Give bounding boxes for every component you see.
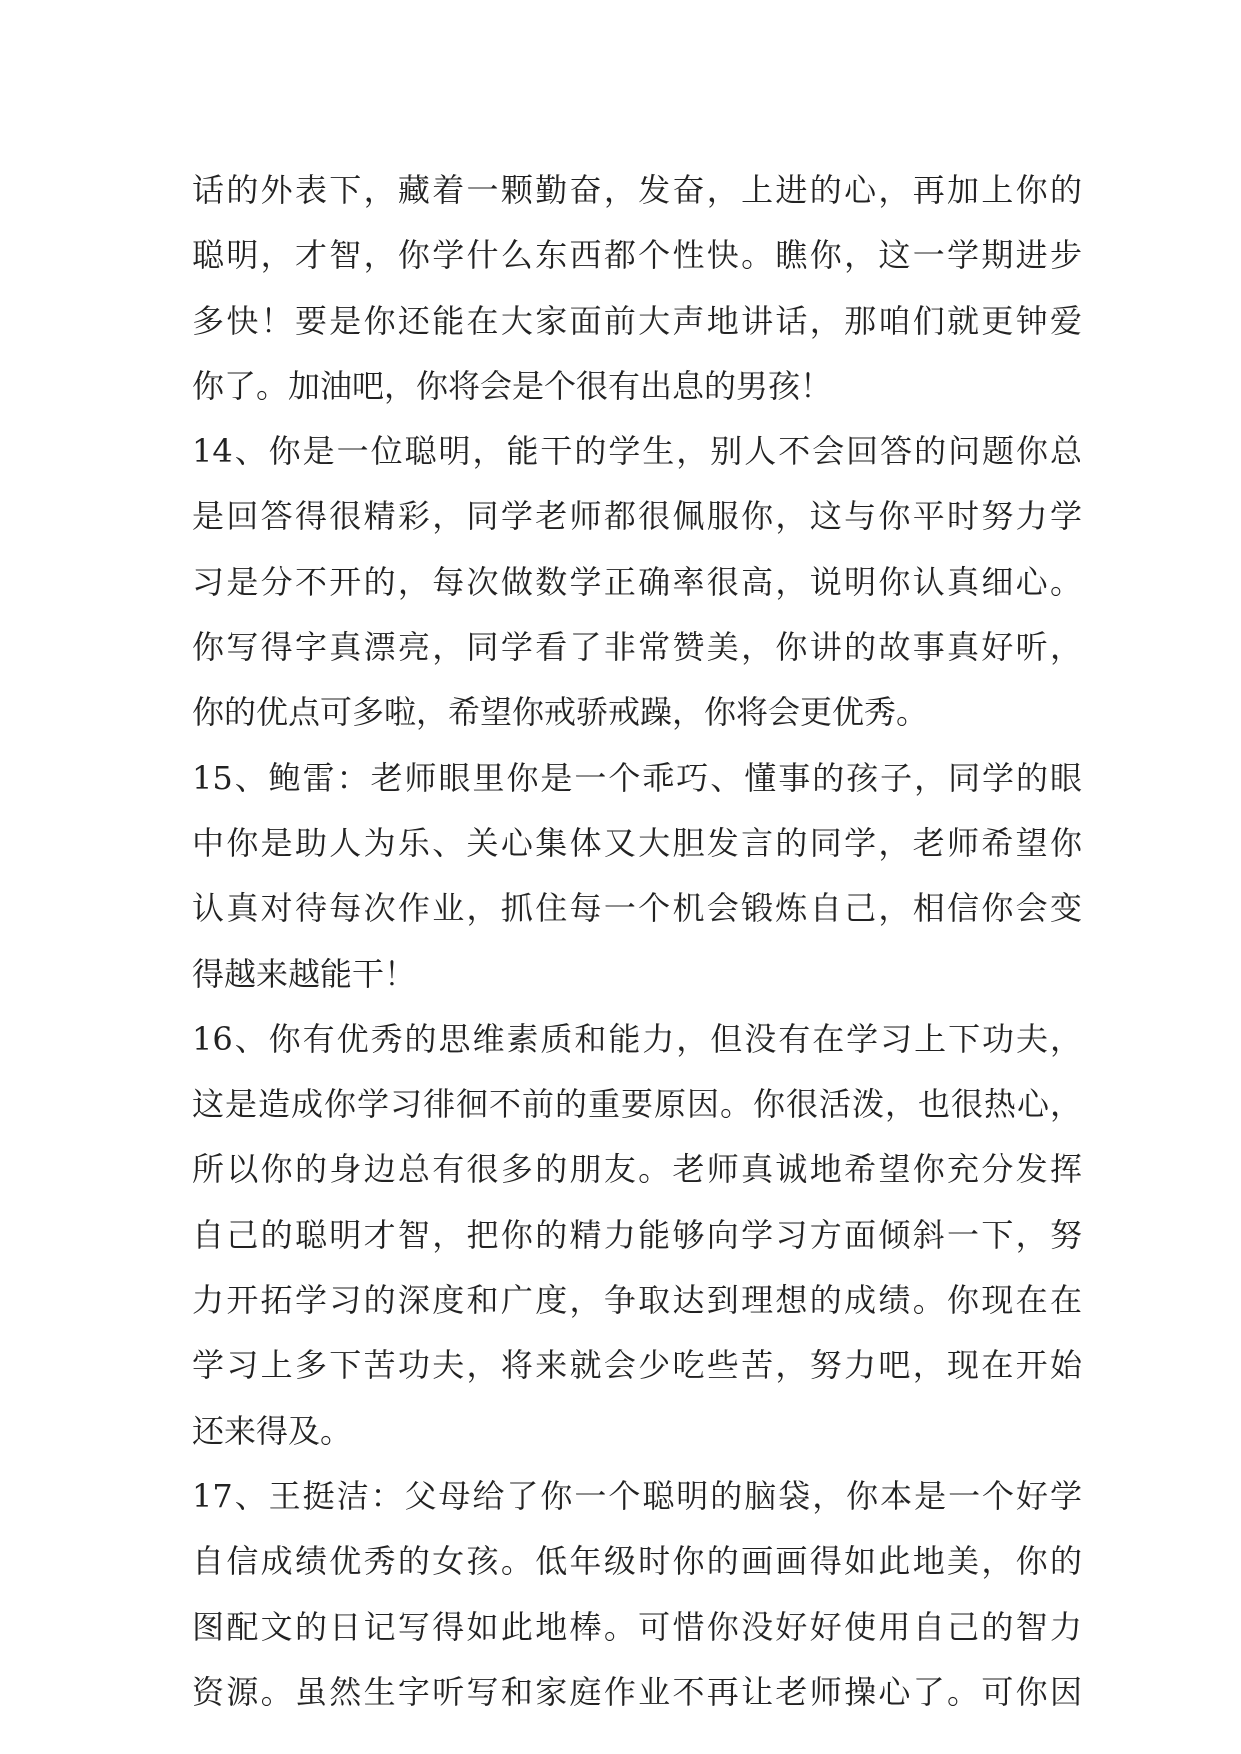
text-line: 还来得及。 [192, 1411, 353, 1450]
text-line: 是回答得很精彩，同学老师都很佩服你，这与你平时努力学 [192, 497, 1082, 536]
text-line: 自信成绩优秀的女孩。低年级时你的画画得如此地美，你的 [192, 1542, 1082, 1581]
text-line: 16、你有优秀的思维素质和能力，但没有在学习上下功夫， [192, 1019, 1082, 1058]
text-line: 你的优点可多啦，希望你戒骄戒躁，你将会更优秀。 [192, 693, 929, 732]
text-line: 资源。虽然生字听写和家庭作业不再让老师操心了。可你因 [192, 1672, 1082, 1711]
text-line: 得越来越能干！ [192, 954, 417, 993]
text-line: 力开拓学习的深度和广度，争取达到理想的成绩。你现在在 [192, 1281, 1082, 1320]
text-line: 14、你是一位聪明，能干的学生，别人不会回答的问题你总 [192, 432, 1082, 471]
text-line: 你了。加油吧，你将会是个很有出息的男孩！ [192, 366, 833, 405]
text-line: 中你是助人为乐、关心集体又大胆发言的同学，老师希望你 [192, 823, 1082, 862]
text-line: 自己的聪明才智，把你的精力能够向学习方面倾斜一下，努 [192, 1215, 1082, 1254]
text-line: 聪明，才智，你学什么东西都个性快。瞧你，这一学期进步 [192, 236, 1082, 275]
text-line: 习是分不开的，每次做数学正确率很高，说明你认真细心。 [192, 562, 1082, 601]
text-line: 17、王挺洁：父母给了你一个聪明的脑袋，你本是一个好学 [192, 1476, 1082, 1515]
text-line: 话的外表下，藏着一颗勤奋，发奋，上进的心，再加上你的 [192, 171, 1082, 209]
text-line: 多快！要是你还能在大家面前大声地讲话，那咱们就更钟爱 [192, 301, 1082, 340]
text-line: 这是造成你学习徘徊不前的重要原因。你很活泼，也很热心， [192, 1085, 1082, 1124]
text-line: 图配文的日记写得如此地棒。可惜你没好好使用自己的智力 [192, 1607, 1082, 1646]
text-line: 所以你的身边总有很多的朋友。老师真诚地希望你充分发挥 [192, 1150, 1082, 1189]
text-line: 15、鲍雷：老师眼里你是一个乖巧、懂事的孩子，同学的眼 [192, 758, 1082, 797]
document-body-text [192, 158, 1082, 1725]
text-line: 认真对待每次作业，抓住每一个机会锻炼自己，相信你会变 [192, 889, 1082, 928]
text-line: 学习上多下苦功夫，将来就会少吃些苦，努力吧，现在开始 [192, 1346, 1082, 1385]
text-line: 你写得字真漂亮，同学看了非常赞美，你讲的故事真好听， [192, 628, 1082, 667]
